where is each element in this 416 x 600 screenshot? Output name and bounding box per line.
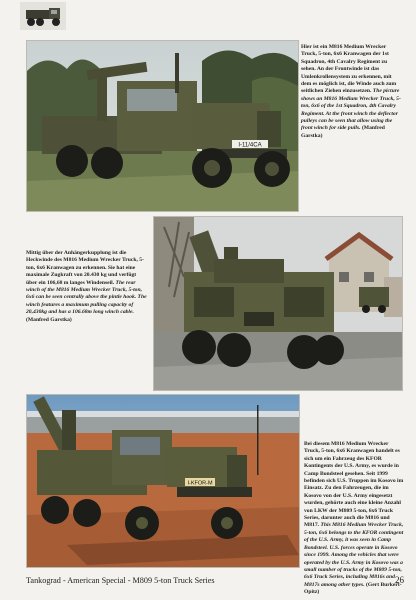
- plate-text-truck3: I-KFOR-M: [187, 480, 213, 487]
- caption-photo1: [301, 44, 403, 140]
- caption3-german: Bei diesem M816 Medium Wrecker Truck, 5-ton, 6x6 Kranwagen handelt es sich um ein Fahrzeug des KFOR Kontingents der U.S. Army, es wurde in Camp Bondsteel gesehen. Seit 1999 befinden sich U.S. Truppen im Kosovo im Einsatz. Zu den Fahrzeugen, die im Kosovo von der U.S. Army eingesetzt wurden, gehörte auch eine kleine Anzahl von LKW der M809 5-ton, 6x6 Truck Series, darunter auch die M816 und M817.: [304, 441, 404, 529]
- page-footer: [26, 573, 404, 587]
- caption1-credit: (Manfred Garstka): [301, 125, 385, 139]
- caption-photo2: [26, 250, 148, 324]
- caption1-english: The picture shows an M816 Medium Wrecker Truck, 5-ton, 6x6 of the 1st Squadron, 4th Cavalry Regiment. At the front winch the deflector pulleys can be seen that allow using the front winch for side pulls.: [301, 88, 401, 132]
- caption2-german: Mittig über der Anhängerkupplung ist die Heckwinde des M816 Medium Wrecker Truck, 5-ton, 6x6 Kranwagen zu erkennen. Sie hat eine maximale Zugkraft von 20.430 kg und verfügt über ein 106,68 m langes Windenseil.: [26, 250, 144, 286]
- plate-text-truck1: I-11/4CA: [238, 142, 262, 149]
- caption3-english: This M816 Medium Wrecker Truck, 5-ton, 6x6 belongs to the KFOR contingent of the U.S. Army, it was seen in Camp Bondsteel. U.S. forces operate in Kosovo since 1999. Among the vehicles that were operated by the U.S. Army in Kosovo was a small number of trucks of the M809 5-ton, 6x6 Truck Series, including M816s and M817s among other types.: [304, 522, 404, 588]
- photo-wrecker-kfor: [26, 394, 300, 568]
- caption2-english: The rear winch of the M816 Medium Wrecker Truck, 5-ton, 6x6 can be seen centrally above the pintle hook. The winch features a maximum pulling capacity of 20,430kg and has a 106.68m long winch cable.: [26, 279, 147, 316]
- caption3-credit: (Gert Burkert-Opitz): [304, 581, 402, 596]
- photo-wrecker-front: [26, 40, 299, 212]
- caption1-german: Hier ist ein M816 Medium Wrecker Truck, 5-ton, 6x6 Kranwagen der 1st Squadron, 4th Cavalry Regiment zu sehen. An der Frontwinde ist das Umlenkrollensystem zu erkennen, mit dem es möglich ist, die Winde auch zum seitlichen Ziehen einzusetzen.: [301, 44, 397, 95]
- truck-logo-icon: [20, 2, 66, 30]
- caption2-credit: (Manfred Garstka): [26, 316, 72, 323]
- photo-wrecker-rear: [153, 216, 403, 391]
- page-number: 26: [395, 575, 404, 585]
- footer-title: Tankograd - American Special - M809 5-ton Truck Series: [26, 575, 215, 585]
